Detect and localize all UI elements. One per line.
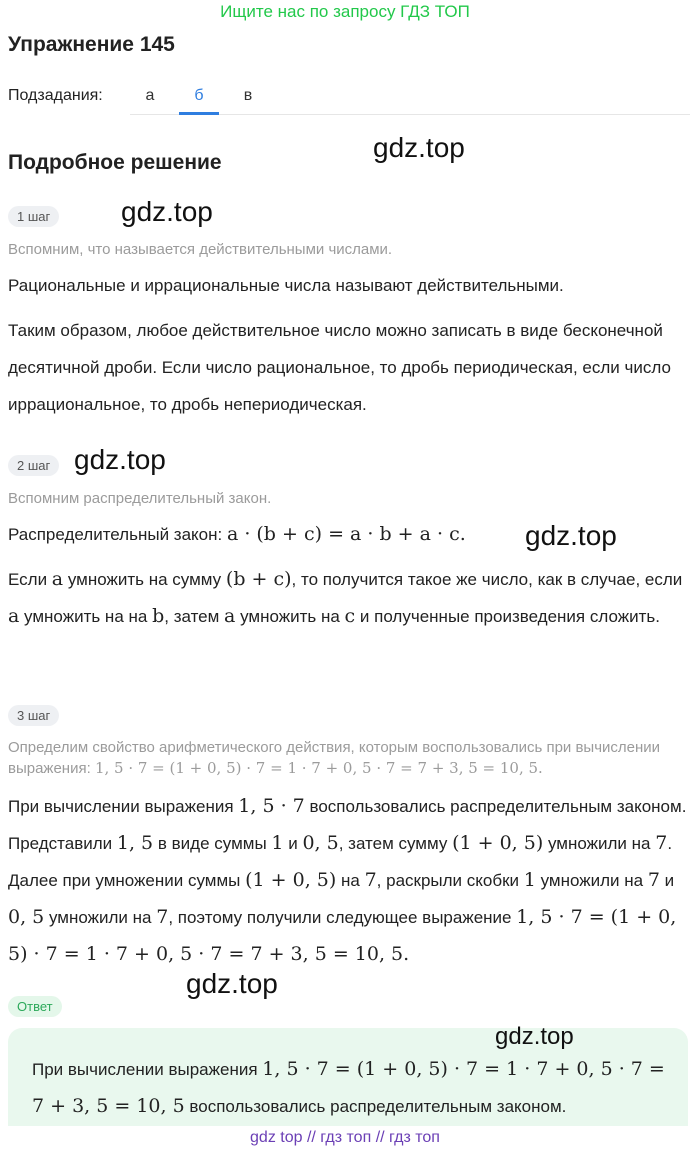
answer-badge: Ответ xyxy=(8,996,62,1017)
step-hint: Определим свойство арифметического действия, которым воспользовались при вычислении выражения: 1, 5 · 7 = (1 + 0, 5) · 7 = 1 · 7 + 0, 5 · 7 = 7 + 3, 5 = 10, 5. xyxy=(8,739,661,777)
answer-text: При вычислении выражения 1, 5 · 7 = (1 + 0, 5) · 7 = 1 · 7 + 0, 5 · 7 = 7 + 3, 5 = 10, 5 воспользовались распределительным законом. xyxy=(32,1058,665,1117)
subtask-tab-a[interactable]: а xyxy=(145,87,155,104)
watermark: gdz.top xyxy=(495,1023,574,1050)
subtask-tab-b[interactable]: б xyxy=(194,87,204,104)
answer-formula: 1, 5 · 7 = (1 + 0, 5) · 7 = 1 · 7 + 0, 5 · 7 = 7 + 3, 5 = 10, 5 xyxy=(32,1058,665,1117)
watermark: gdz.top xyxy=(186,968,278,999)
step-hint: Вспомним, что называется действительными числами. xyxy=(8,241,393,258)
watermark: gdz.top xyxy=(525,520,617,551)
footer-links[interactable]: gdz top // гдз топ // гдз топ xyxy=(250,1129,440,1146)
step-badge: 3 шаг xyxy=(8,705,59,726)
law-formula: a · (b + c) = a · b + a · c. xyxy=(226,523,466,545)
subtask-tab-v[interactable]: в xyxy=(243,87,253,104)
step-text: Если a умножить на сумму (b + c), то получится такое же число, как в случае, если a умножить на на b, затем a умножить на c и полученные произведения сложить. xyxy=(8,568,683,627)
step-badge: 1 шаг xyxy=(8,206,59,227)
page-title: Упражнение 145 xyxy=(8,33,175,56)
watermark: gdz.top xyxy=(74,444,166,475)
step-text: Таким образом, любое действительное число можно записать в виде бесконечной десятичной дроби. Если число рациональное, то дробь периодическая, если число иррациональное, то дробь непериодическая. xyxy=(8,321,671,414)
top-banner[interactable]: Ищите нас по запросу ГДЗ ТОП xyxy=(220,2,470,21)
law-line: Распределительный закон: a · (b + c) = a · b + a · c. xyxy=(8,523,466,545)
step-hint: Вспомним распределительный закон. xyxy=(8,490,272,507)
step-badge: 2 шаг xyxy=(8,455,59,476)
active-tab-indicator xyxy=(179,112,219,115)
watermark: gdz.top xyxy=(373,132,465,163)
subtasks-label: Подзадания: xyxy=(8,87,103,104)
section-title: Подробное решение xyxy=(8,151,222,174)
watermark: gdz.top xyxy=(121,196,213,227)
step-text: Рациональные и иррациональные числа называют действительными. xyxy=(8,276,564,295)
step-text: При вычислении выражения 1, 5 · 7 воспользовались распределительным законом. Представили 1, 5 в виде суммы 1 и 0, 5, затем сумму (1 + 0, 5) умножили на 7. Далее при умножении суммы (1 + 0, 5) на 7, раскрыли скобки 1 умножили на 7 и 0, 5 умножили на 7, поэтому получили следующее выражение 1, 5 · 7 = (1 + 0, 5) · 7 = 1 · 7 + 0, 5 · 7 = 7 + 3, 5 = 10, 5. xyxy=(8,795,687,965)
